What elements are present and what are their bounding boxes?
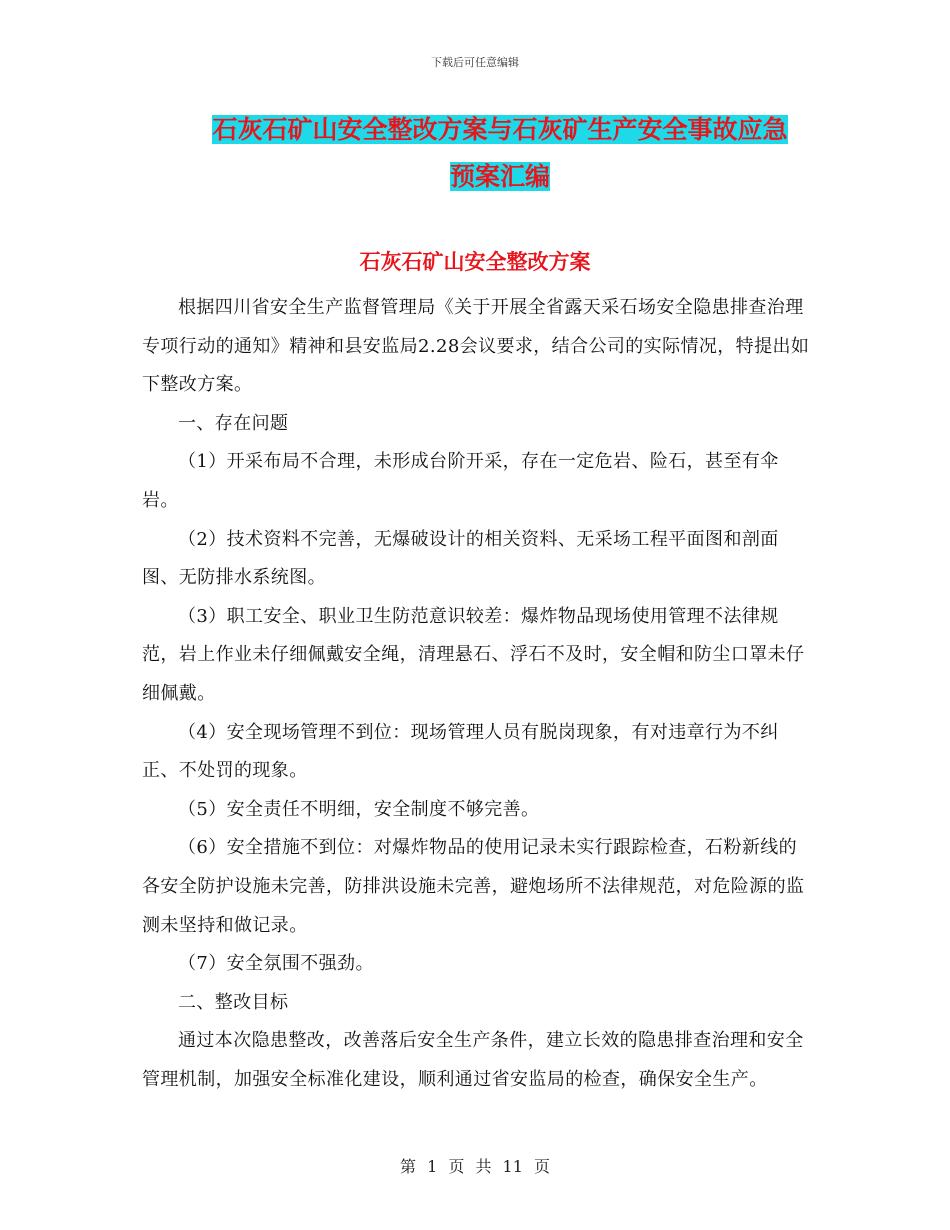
problem-item-4: （4）安全现场管理不到位：现场管理人员有脱岗现象，有对违章行为不纠正、不处罚的现象。 xyxy=(142,721,779,782)
problem-item-3: （3）职工安全、职业卫生防范意识较差：爆炸物品现场使用管理不法律规范，岩上作业未仔细佩戴安全绳，清理悬石、浮石不及时，安全帽和防尘口罩未仔细佩戴。 xyxy=(142,605,805,704)
paragraph-intro: 根据四川省安全生产监督管理局《关于开展全省露天采石场安全隐患排查治理专项行动的通知》精神和县安监局2.28会议要求，结合公司的实际情况，特提出如下整改方案。 xyxy=(142,297,810,396)
problem-item-7: （7）安全氛围不强劲。 xyxy=(178,953,374,975)
heading-existing-problems: 一、存在问题 xyxy=(178,412,289,434)
document-title xyxy=(150,106,850,200)
paragraph-goals: 通过本次隐患整改，改善落后安全生产条件，建立长效的隐患排查治理和安全管理机制，加强安全标准化建设，顺利通过省安监局的检查，确保安全生产。 xyxy=(142,1030,804,1090)
page-footer: 第 1 页 共 11 页 xyxy=(400,1157,550,1176)
problem-item-6: （6）安全措施不到位：对爆炸物品的使用记录未实行跟踪检查，石粉新线的各安全防护设施未完善，防排洪设施未完善，避炮场所不法律规范，对危险源的监测未坚持和做记录。 xyxy=(142,837,805,936)
body-text xyxy=(142,289,812,1099)
section-title: 石灰石矿山安全整改方案 xyxy=(359,250,591,274)
problem-item-1: （1）开采布局不合理，未形成台阶开采，存在一定危岩、险石，甚至有伞岩。 xyxy=(142,451,779,511)
problem-item-5: （5）安全责任不明细，安全制度不够完善。 xyxy=(178,798,540,820)
document-title-line-1: 石灰石矿山安全整改方案与石灰矿生产安全事故应急 xyxy=(212,115,788,144)
header-note: 下载后可任意编辑 xyxy=(431,56,519,69)
document-title-line-2: 预案汇编 xyxy=(449,162,550,191)
problem-item-2: （2）技术资料不完善，无爆破设计的相关资料、无采场工程平面图和剖面图、无防排水系统图。 xyxy=(142,528,779,589)
heading-rectification-goals: 二、整改目标 xyxy=(178,991,289,1013)
